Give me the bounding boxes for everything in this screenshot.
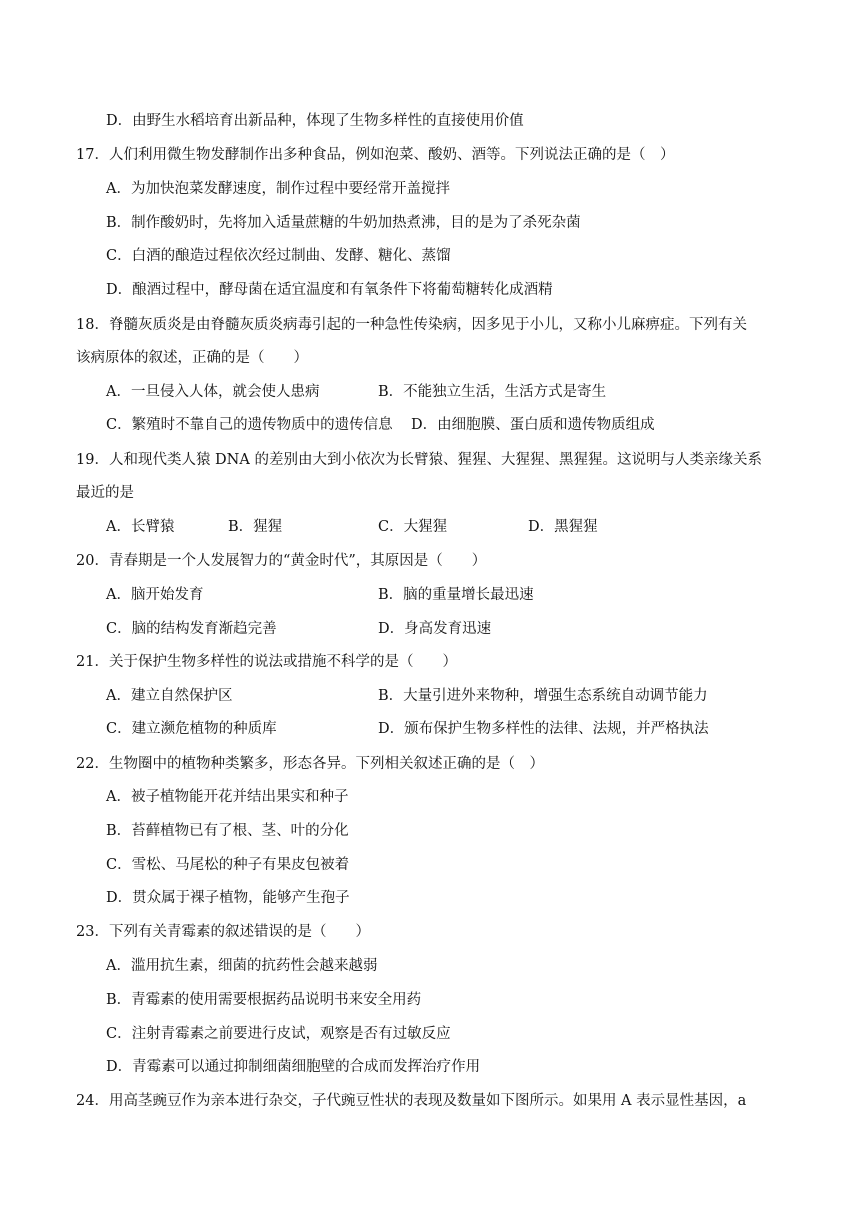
q18-option-a: A．一旦侵入人体，就会使人患病 [106,384,320,400]
q17-option-c: C．白酒的酿造过程依次经过制曲、发酵、糖化、蒸馏 [106,248,451,264]
q17-option-a: A．为加快泡菜发酵速度，制作过程中要经常开盖搅拌 [106,181,450,197]
q20-option-a: A．脑开始发育 [106,587,204,603]
q17-option-d: D．酿酒过程中，酵母菌在适宜温度和有氧条件下将葡萄糖转化成酒精 [106,282,553,298]
q19-option-d: D．黑猩猩 [528,519,598,535]
q22-stem: 22．生物圈中的植物种类繁多，形态各异。下列相关叙述正确的是（ ） [76,756,544,772]
q23-option-a: A．滥用抗生素，细菌的抗药性会越来越弱 [106,958,378,974]
q21-option-b: B．大量引进外来物种，增强生态系统自动调节能力 [378,688,708,704]
q21-option-a: A．建立自然保护区 [106,688,233,704]
q23-option-d: D．青霉素可以通过抑制细菌细胞壁的合成而发挥治疗作用 [106,1059,481,1075]
q24-stem: 24．用高茎豌豆作为亲本进行杂交，子代豌豆性状的表现及数量如下图所示。如果用 A 表示显性基因，a [76,1093,747,1109]
q22-option-c: C．雪松、马尾松的种子有果皮包被着 [106,857,350,873]
q18-stem-line1: 18．脊髓灰质炎是由脊髓灰质炎病毒引起的一种急性传染病，因多见于小儿，又称小儿麻痹症。下列有关 [76,317,747,333]
q17-option-b: B．制作酸奶时，先将加入适量蔗糖的牛奶加热煮沸，目的是为了杀死杂菌 [106,215,581,231]
q17-stem: 17．人们利用微生物发酵制作出多种食品，例如泡菜、酸奶、酒等。下列说法正确的是（ ） [76,147,675,163]
q23-stem: 23．下列有关青霉素的叙述错误的是（ ） [76,924,370,940]
q20-option-c: C．脑的结构发育渐趋完善 [106,621,277,637]
q23-option-c: C．注射青霉素之前要进行皮试，观察是否有过敏反应 [106,1026,451,1042]
q18-option-d: D．由细胞膜、蛋白质和遗传物质组成 [411,417,655,433]
q21-option-d: D．颁布保护生物多样性的法律、法规，并严格执法 [378,721,709,737]
q19-stem-line1: 19．人和现代类人猿 DNA 的差别由大到小依次为长臂猿、猩猩、大猩猩、黑猩猩。这说明与人类亲缘关系 [76,452,762,468]
q23-option-b: B．青霉素的使用需要根据药品说明书来安全用药 [106,992,422,1008]
q21-option-c: C．建立濒危植物的种质库 [106,721,277,737]
q20-option-d: D．身高发育迅速 [378,621,492,637]
q19-stem-line2: 最近的是 [76,485,134,501]
q20-stem: 20．青春期是一个人发展智力的“黄金时代”，其原因是（ ） [76,553,487,569]
q19-option-b: B．猩猩 [228,519,283,535]
q22-option-b: B．苔藓植物已有了根、茎、叶的分化 [106,823,349,839]
q19-option-a: A．长臂猿 [106,519,175,535]
q21-stem: 21．关于保护生物多样性的说法或措施不科学的是（ ） [76,654,457,670]
q18-option-b: B．不能独立生活，生活方式是寄生 [378,384,607,400]
q18-option-c: C．繁殖时不靠自己的遗传物质中的遗传信息 [106,417,393,433]
q16-option-d: D．由野生水稻培育出新品种，体现了生物多样性的直接使用价值 [106,113,524,129]
q22-option-a: A．被子植物能开花并结出果实和种子 [106,789,349,805]
q22-option-d: D．贯众属于裸子植物，能够产生孢子 [106,890,350,906]
q18-stem-line2: 该病原体的叙述，正确的是（ ） [76,350,308,366]
q19-option-c: C．大猩猩 [378,519,448,535]
q20-option-b: B．脑的重量增长最迅速 [378,587,534,603]
